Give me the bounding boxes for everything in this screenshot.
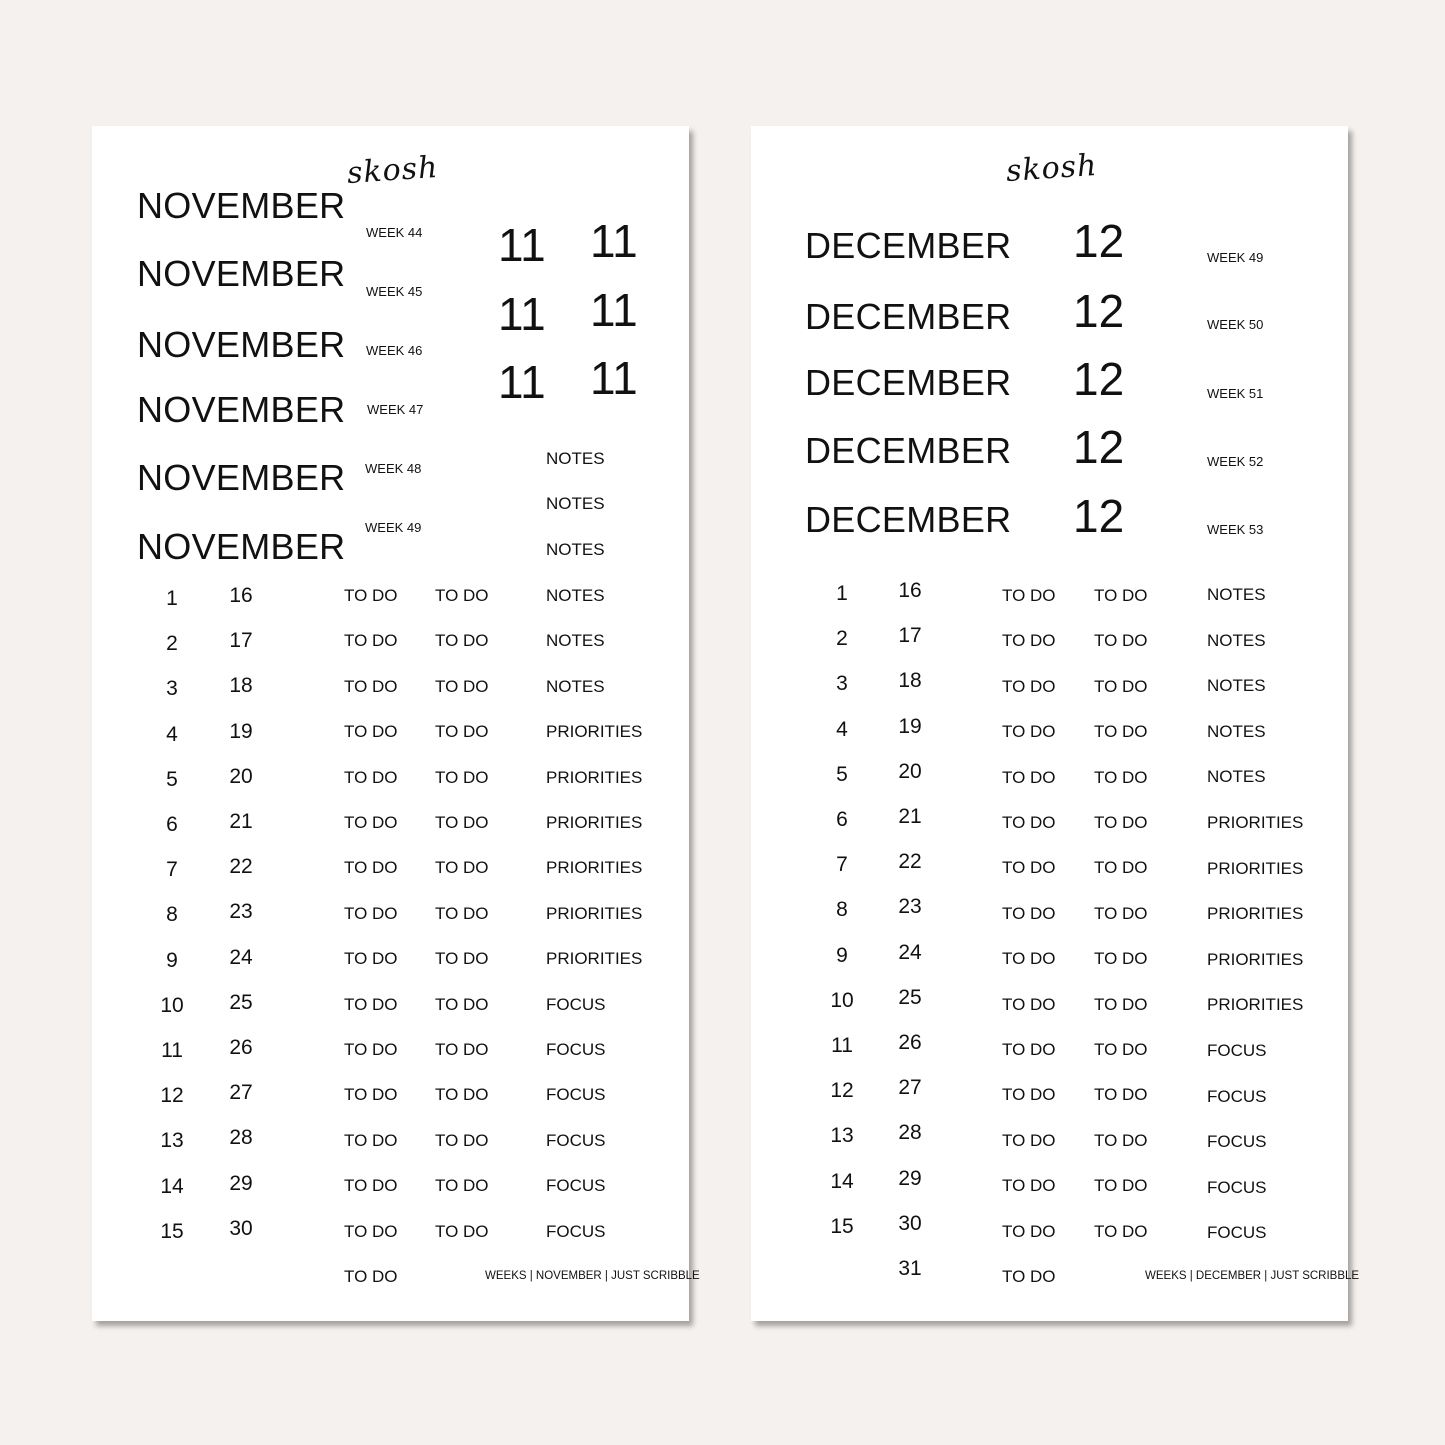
- todo-sticker: TO DO: [344, 1267, 398, 1286]
- todo-sticker: TO DO: [344, 631, 398, 651]
- label-sticker: PRIORITIES: [546, 767, 643, 787]
- sticker-sheet-november: [92, 126, 700, 1321]
- day-number-sticker: 21: [229, 810, 253, 833]
- month-number-sticker: 12: [1073, 353, 1125, 405]
- day-number-sticker: 30: [898, 1211, 922, 1235]
- sheet-footer: WEEKS | NOVEMBER | JUST SCRIBBLE: [485, 1270, 700, 1282]
- todo-sticker: TO DO: [1002, 949, 1056, 969]
- week-sticker: WEEK 48: [365, 461, 422, 476]
- todo-sticker: TO DO: [344, 1130, 398, 1150]
- todo-sticker: TO DO: [435, 813, 489, 832]
- todo-sticker: TO DO: [435, 1040, 489, 1059]
- day-number-sticker: 5: [166, 767, 178, 791]
- label-sticker: NOTES: [1207, 585, 1266, 604]
- todo-sticker: TO DO: [1094, 949, 1148, 969]
- label-sticker: NOTES: [1207, 676, 1266, 696]
- todo-sticker: TO DO: [1002, 1040, 1056, 1059]
- todo-sticker: TO DO: [435, 1176, 489, 1196]
- todo-sticker: TO DO: [1002, 903, 1056, 923]
- todo-sticker: TO DO: [435, 1130, 489, 1150]
- month-sticker: DECEMBER: [805, 362, 1012, 403]
- month-sticker: NOVEMBER: [137, 185, 346, 226]
- todo-sticker: TO DO: [1094, 1176, 1148, 1196]
- day-number-sticker: 27: [898, 1076, 922, 1100]
- day-number-sticker: 30: [229, 1216, 253, 1240]
- label-sticker: FOCUS: [546, 1085, 606, 1105]
- day-number-sticker: 3: [836, 672, 848, 696]
- day-number-sticker: 9: [166, 948, 178, 972]
- day-number-sticker: 22: [898, 850, 922, 874]
- todo-sticker: TO DO: [1002, 631, 1056, 651]
- day-number-sticker: 14: [830, 1169, 854, 1193]
- label-sticker: PRIORITIES: [1207, 904, 1304, 924]
- todo-sticker: TO DO: [1002, 1085, 1056, 1105]
- day-number-sticker: 24: [229, 945, 253, 969]
- month-number-sticker: 12: [1073, 490, 1125, 542]
- todo-sticker: TO DO: [1002, 767, 1056, 787]
- day-number-sticker: 26: [229, 1036, 253, 1059]
- day-number-sticker: 12: [160, 1084, 184, 1108]
- label-sticker: PRIORITIES: [546, 903, 643, 923]
- day-number-sticker: 15: [830, 1214, 854, 1238]
- label-sticker: FOCUS: [546, 1130, 606, 1150]
- month-sticker: DECEMBER: [805, 225, 1012, 266]
- day-number-sticker: 15: [160, 1219, 184, 1243]
- label-sticker: NOTES: [546, 586, 605, 605]
- todo-sticker: TO DO: [1094, 994, 1148, 1014]
- day-number-sticker: 6: [836, 808, 848, 831]
- day-number-sticker: 4: [166, 722, 178, 746]
- todo-sticker: TO DO: [1094, 1221, 1148, 1241]
- month-number-sticker: 11: [498, 288, 546, 340]
- todo-sticker: TO DO: [344, 994, 398, 1014]
- month-number-sticker: 12: [1073, 285, 1125, 337]
- day-number-sticker: 25: [229, 990, 253, 1014]
- todo-sticker: TO DO: [435, 1221, 489, 1241]
- day-number-sticker: 29: [229, 1171, 253, 1195]
- week-sticker: WEEK 51: [1207, 386, 1264, 401]
- day-number-sticker: 19: [229, 719, 253, 743]
- day-number-sticker: 21: [898, 805, 922, 828]
- month-sticker: NOVEMBER: [137, 389, 346, 430]
- day-number-sticker: 28: [229, 1126, 253, 1150]
- sticker-sheet-december: [751, 126, 1360, 1321]
- label-sticker: FOCUS: [1207, 1177, 1267, 1197]
- sheet-footer: WEEKS | DECEMBER | JUST SCRIBBLE: [1145, 1270, 1360, 1282]
- day-number-sticker: 1: [166, 587, 178, 610]
- day-number-sticker: 16: [898, 579, 922, 602]
- todo-sticker: TO DO: [1094, 767, 1148, 787]
- todo-sticker: TO DO: [435, 903, 489, 923]
- day-number-sticker: 1: [836, 582, 848, 605]
- month-number-sticker: 11: [590, 284, 638, 336]
- todo-sticker: TO DO: [1094, 676, 1148, 696]
- month-sticker: NOVEMBER: [137, 253, 346, 294]
- todo-sticker: TO DO: [344, 949, 398, 969]
- week-sticker: WEEK 49: [1207, 250, 1264, 265]
- todo-sticker: TO DO: [1002, 994, 1056, 1014]
- todo-sticker: TO DO: [344, 722, 398, 742]
- day-number-sticker: 27: [229, 1081, 253, 1105]
- todo-sticker: TO DO: [1002, 676, 1056, 696]
- week-sticker: WEEK 44: [366, 225, 423, 240]
- label-sticker: FOCUS: [1207, 1086, 1267, 1106]
- label-sticker: PRIORITIES: [1207, 858, 1304, 878]
- label-sticker: PRIORITIES: [1207, 995, 1304, 1015]
- day-number-sticker: 25: [898, 985, 922, 1009]
- todo-sticker: TO DO: [1002, 722, 1056, 742]
- todo-sticker: TO DO: [1094, 1085, 1148, 1105]
- label-sticker: PRIORITIES: [1207, 949, 1304, 969]
- week-sticker: WEEK 49: [365, 520, 422, 535]
- label-sticker: FOCUS: [1207, 1132, 1267, 1152]
- day-number-sticker: 11: [831, 1034, 853, 1057]
- brand-logo: skosh: [345, 149, 440, 192]
- week-sticker: WEEK 47: [367, 402, 424, 417]
- todo-sticker: TO DO: [1002, 586, 1056, 605]
- todo-sticker: TO DO: [344, 676, 398, 696]
- todo-sticker: TO DO: [344, 858, 398, 878]
- notes-sticker: NOTES: [546, 540, 605, 559]
- todo-sticker: TO DO: [1002, 1176, 1056, 1196]
- todo-sticker: TO DO: [344, 586, 398, 605]
- label-sticker: FOCUS: [546, 1176, 606, 1196]
- day-number-sticker: 14: [160, 1174, 184, 1198]
- month-sticker: DECEMBER: [805, 296, 1012, 337]
- week-sticker: WEEK 52: [1207, 454, 1264, 469]
- day-number-sticker: 8: [836, 898, 848, 922]
- day-number-sticker: 24: [898, 940, 922, 964]
- day-number-sticker: 11: [161, 1039, 183, 1062]
- label-sticker: NOTES: [546, 631, 605, 651]
- todo-sticker: TO DO: [1094, 631, 1148, 651]
- todo-sticker: TO DO: [344, 1221, 398, 1241]
- day-number-sticker: 18: [898, 669, 922, 693]
- week-sticker: WEEK 45: [366, 284, 423, 299]
- day-number-sticker: 3: [166, 677, 178, 701]
- todo-sticker: TO DO: [435, 676, 489, 696]
- day-number-sticker: 13: [830, 1124, 854, 1148]
- day-number-sticker: 2: [166, 632, 178, 656]
- day-number-sticker: 13: [160, 1129, 184, 1153]
- todo-sticker: TO DO: [1002, 1130, 1056, 1150]
- day-number-sticker: 26: [898, 1031, 922, 1054]
- todo-sticker: TO DO: [435, 858, 489, 878]
- todo-sticker: TO DO: [344, 903, 398, 923]
- month-number-sticker: 12: [1073, 215, 1125, 267]
- month-number-sticker: 12: [1073, 421, 1125, 473]
- week-sticker: WEEK 53: [1207, 522, 1264, 537]
- day-number-sticker: 19: [898, 714, 922, 738]
- label-sticker: NOTES: [1207, 767, 1266, 787]
- day-number-sticker: 4: [836, 717, 848, 741]
- todo-sticker: TO DO: [1002, 813, 1056, 832]
- notes-sticker: NOTES: [546, 494, 605, 513]
- todo-sticker: TO DO: [1094, 903, 1148, 923]
- label-sticker: FOCUS: [546, 1221, 606, 1241]
- label-sticker: NOTES: [1207, 630, 1266, 650]
- label-sticker: PRIORITIES: [546, 949, 643, 969]
- day-number-sticker: 17: [229, 629, 253, 653]
- day-number-sticker: 31: [898, 1257, 922, 1280]
- label-sticker: FOCUS: [546, 994, 606, 1014]
- todo-sticker: TO DO: [435, 586, 489, 605]
- label-sticker: PRIORITIES: [546, 858, 643, 878]
- todo-sticker: TO DO: [344, 1176, 398, 1196]
- day-number-sticker: 28: [898, 1121, 922, 1145]
- todo-sticker: TO DO: [435, 994, 489, 1014]
- label-sticker: PRIORITIES: [1207, 813, 1304, 832]
- day-number-sticker: 7: [166, 858, 178, 882]
- todo-sticker: TO DO: [435, 767, 489, 787]
- label-sticker: NOTES: [546, 676, 605, 696]
- day-number-sticker: 6: [166, 813, 178, 836]
- brand-logo: skosh: [1004, 147, 1099, 190]
- day-number-sticker: 18: [229, 674, 253, 698]
- month-number-sticker: 11: [590, 215, 638, 267]
- month-sticker: DECEMBER: [805, 499, 1012, 540]
- month-number-sticker: 11: [498, 219, 546, 271]
- day-number-sticker: 20: [229, 764, 253, 788]
- todo-sticker: TO DO: [1094, 586, 1148, 605]
- todo-sticker: TO DO: [435, 949, 489, 969]
- todo-sticker: TO DO: [344, 1085, 398, 1105]
- month-sticker: NOVEMBER: [137, 526, 346, 567]
- label-sticker: FOCUS: [546, 1040, 606, 1059]
- todo-sticker: TO DO: [1094, 858, 1148, 878]
- todo-sticker: TO DO: [1002, 1221, 1056, 1241]
- todo-sticker: TO DO: [344, 813, 398, 832]
- day-number-sticker: 20: [898, 759, 922, 783]
- notes-sticker: NOTES: [546, 449, 605, 468]
- day-number-sticker: 8: [166, 903, 178, 927]
- day-number-sticker: 23: [229, 900, 253, 924]
- day-number-sticker: 22: [229, 855, 253, 879]
- day-number-sticker: 12: [830, 1079, 854, 1103]
- day-number-sticker: 2: [836, 627, 848, 651]
- day-number-sticker: 29: [898, 1166, 922, 1190]
- day-number-sticker: 9: [836, 943, 848, 967]
- todo-sticker: TO DO: [1094, 1040, 1148, 1059]
- month-sticker: NOVEMBER: [137, 324, 346, 365]
- month-number-sticker: 11: [590, 352, 638, 404]
- todo-sticker: TO DO: [344, 767, 398, 787]
- day-number-sticker: 7: [836, 853, 848, 877]
- day-number-sticker: 17: [898, 624, 922, 648]
- day-number-sticker: 5: [836, 762, 848, 786]
- label-sticker: PRIORITIES: [546, 813, 643, 832]
- label-sticker: FOCUS: [1207, 1041, 1267, 1060]
- day-number-sticker: 23: [898, 895, 922, 919]
- todo-sticker: TO DO: [435, 1085, 489, 1105]
- todo-sticker: TO DO: [1094, 722, 1148, 742]
- label-sticker: FOCUS: [1207, 1223, 1267, 1243]
- week-sticker: WEEK 50: [1207, 317, 1264, 332]
- todo-sticker: TO DO: [344, 1040, 398, 1059]
- todo-sticker: TO DO: [1002, 1267, 1056, 1286]
- day-number-sticker: 10: [830, 988, 854, 1012]
- label-sticker: NOTES: [1207, 721, 1266, 741]
- todo-sticker: TO DO: [435, 722, 489, 742]
- month-number-sticker: 11: [498, 356, 546, 408]
- todo-sticker: TO DO: [435, 631, 489, 651]
- month-sticker: DECEMBER: [805, 430, 1012, 471]
- todo-sticker: TO DO: [1094, 1130, 1148, 1150]
- todo-sticker: TO DO: [1002, 858, 1056, 878]
- day-number-sticker: 16: [229, 584, 253, 607]
- day-number-sticker: 10: [160, 993, 184, 1017]
- label-sticker: PRIORITIES: [546, 722, 643, 742]
- todo-sticker: TO DO: [1094, 813, 1148, 832]
- week-sticker: WEEK 46: [366, 343, 423, 358]
- month-sticker: NOVEMBER: [137, 457, 346, 498]
